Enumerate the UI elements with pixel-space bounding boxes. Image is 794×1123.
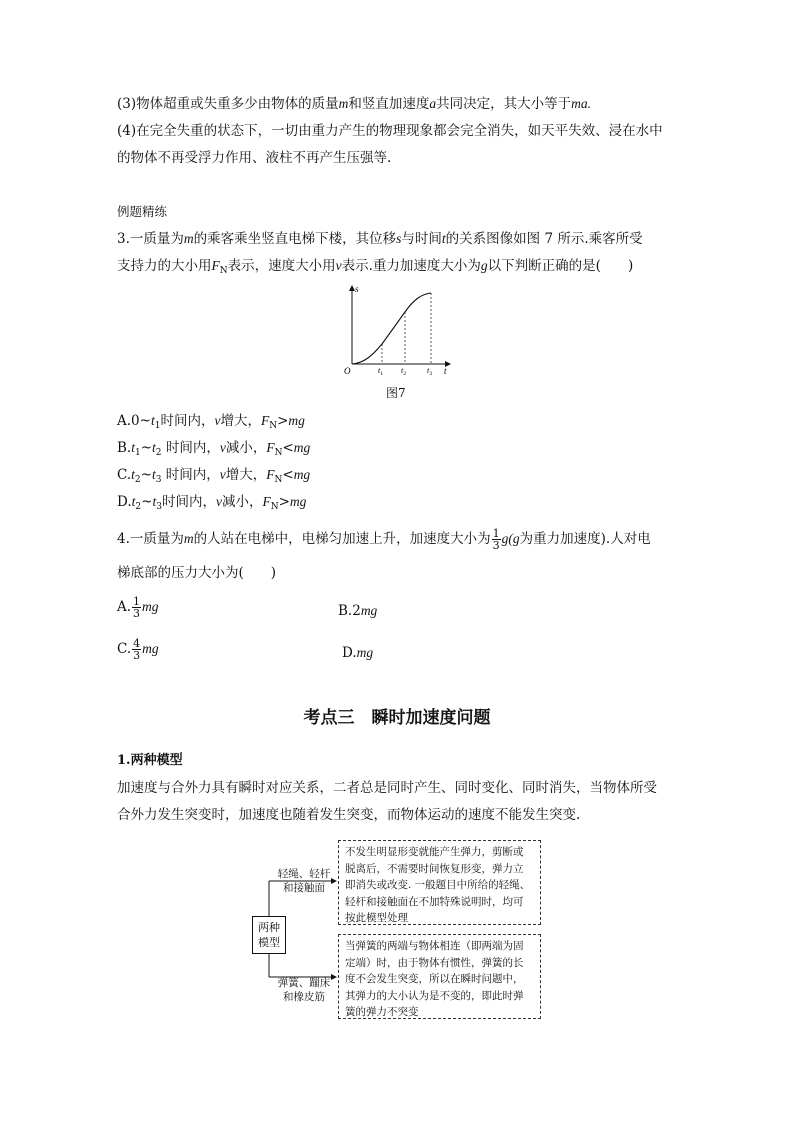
intro-line2: 合外力发生突变时，加速度也随着发生突变，而物体运动的速度不能发生突变.	[117, 807, 581, 823]
q3-option-b: $B.t_1\sim t_2$ 时间内，v减小，$F_N<mg$	[117, 440, 311, 458]
q4-option-c: C. $\frac{4}{3}$ mg	[117, 637, 159, 662]
question-3-line2: 支持力的大小用$F_N$表示，速度大小用v表示.重力加速度大小为g以下判断正确的是( )	[117, 258, 634, 276]
q4-option-b: B.2mg	[338, 603, 378, 619]
subsection-heading: 1.两种模型	[117, 753, 183, 768]
example-heading: 例题精练	[117, 204, 168, 219]
question-4-line2: 梯底部的压力大小为( )	[117, 565, 277, 581]
section-title: 考点三 瞬时加速度问题	[303, 708, 491, 728]
y-axis-label: s	[355, 284, 359, 294]
branch2-label: 弹簧、蹦床 和橡皮筋	[277, 977, 331, 1003]
x-axis-label: t	[444, 366, 447, 376]
intro-line1: 加速度与合外力具有瞬时对应关系，二者总是同时产生、同时变化、同时消失，当物体所受	[117, 780, 657, 796]
model-box-elastic: 当弹簧的两端与物体相连（即两端为固 定端）时，由于物体有惯性，弹簧的长 度不会发生突变，所以在瞬时问题中， 其弹力的大小认为是不变的，即此时弹 簧的弹力不突变	[338, 934, 541, 1019]
fraction-one-third: $\frac{1}{3}$	[492, 527, 500, 552]
origin-label: O	[344, 366, 351, 376]
q4-option-a: A. $\frac{1}{3}$ mg	[117, 595, 159, 620]
tick-t3: $t_3$	[427, 366, 432, 377]
figure-caption: 图7	[386, 386, 406, 400]
tick-t2: $t_2$	[401, 366, 406, 377]
diagram-root-box: 两种 模型	[252, 916, 286, 954]
branch1-label: 轻绳、轻杆 和接触面	[277, 868, 331, 894]
figure-7-graph	[338, 282, 458, 378]
q3-option-a: $A.0\sim t_1$时间内，v增大，$F_N>mg$	[117, 413, 305, 431]
paragraph-4-line2: 的物体不再受浮力作用、液柱不再产生压强等.	[117, 150, 392, 166]
paragraph-4-line1: (4)在完全失重的状态下，一切由重力产生的物理现象都会完全消失，如天平失效、浸在水中	[117, 123, 663, 139]
question-4-line1: 4.一质量为m的人站在电梯中，电梯匀加速上升，加速度大小为 $\frac{1}{3}$ g(g为重力加速度).人对电	[117, 527, 651, 552]
q3-option-c: $C.t_2\sim t_3$ 时间内，v增大，$F_N<mg$	[117, 467, 311, 485]
question-3-line1: 3.一质量为m的乘客乘坐竖直电梯下楼，其位移s与时间t的关系图像如图 7 所示.乘客所受	[117, 231, 643, 247]
model-box-rigid: 不发生明显形变就能产生弹力，剪断或 脱离后，不需要时间恢复形变，弹力立 即消失或改变. 一般题目中所给的轻绳、 轻杆和接触面在不加特殊说明时，均可 按此模型处理	[338, 840, 541, 925]
tick-t1: $t_1$	[378, 366, 383, 377]
s-t-curve	[352, 293, 431, 364]
q4-option-d: D.mg	[342, 645, 374, 661]
paragraph-3: (3)物体超重或失重多少由物体的质量m和竖直加速度a共同决定，其大小等于ma.	[117, 96, 591, 112]
q3-option-d: $D.t_2\sim t_3$时间内，v减小，$F_N>mg$	[117, 494, 307, 512]
